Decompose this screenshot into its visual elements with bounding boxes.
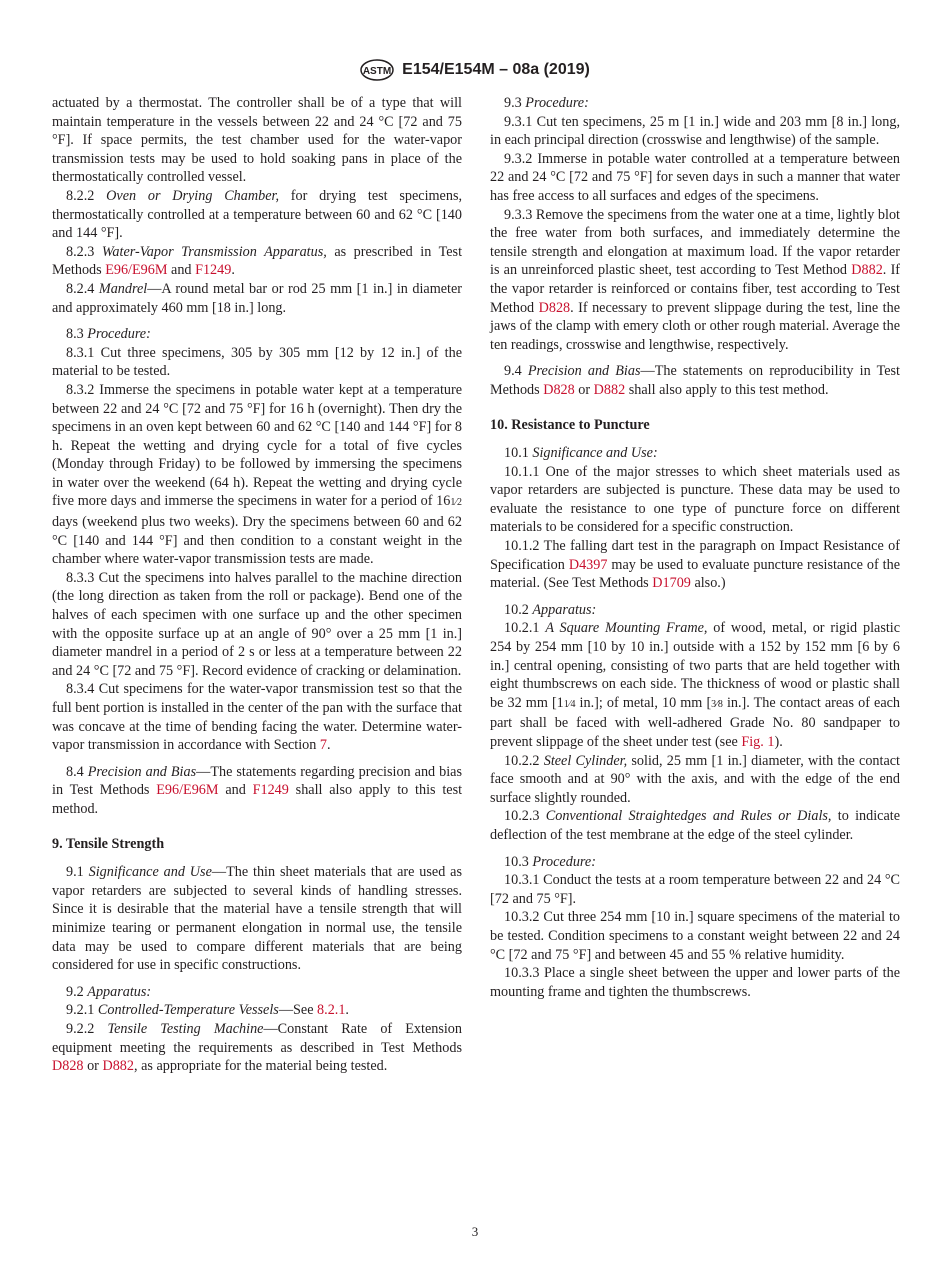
paragraph-10-2: 10.2 Apparatus: <box>504 601 597 618</box>
section-10-heading: 10. Resistance to Puncture <box>490 416 650 433</box>
page-number: 3 <box>471 1224 479 1239</box>
paragraph-8-2-2: 8.2.2 Oven or Drying Chamber, for drying test specimens, thermostatically controlled at a temperature between 60 and 62 °C [140 and 144 °F]. <box>52 187 463 242</box>
ref-link-fig-1[interactable]: Fig. 1 <box>741 734 775 750</box>
ref-link-e96[interactable]: E96/E96M <box>156 782 219 799</box>
paragraph-10-2-3: 10.2.3 Conventional Straightedges and Rules or Dials, to indicate deflection of the test membrane at the edge of the steel cylinder. <box>490 808 901 843</box>
logo-text: ASTM <box>362 66 392 77</box>
document-id: E154/E154M – 08a (2019) <box>402 61 590 78</box>
paragraph-8-4: 8.4 Precision and Bias—The statements regarding precision and bias in Test Methods E96/E96M and F1249 shall also apply to this test method. <box>52 763 463 817</box>
paragraph-8-3-4: 8.3.4 Cut specimens for the water-vapor transmission test so that the full bent portion is installed in the center of the pan with the surface that was concave at the time of bending facing the water. Determine water-vapor transmission in accordance with Section 7. <box>52 681 462 754</box>
paragraph-9-1: 9.1 Significance and Use—The thin sheet materials that are used as vapor retarders are subjected to several kinds of handling stresses. Since it is desirable that the material have a tensile strength that will minimize tearing or permanent elongation in normal use, the tensile data may be used to compare different materials that are being considered for use in specific constructions. <box>52 864 462 974</box>
paragraph-10-1-2: 10.1.2 The falling dart test in the paragraph on Impact Resistance of Specification D4397 may be used to evaluate puncture resistance of the material. (See Test Methods D1709 also.) <box>490 538 900 592</box>
paragraph-10-3-2: 10.3.2 Cut three 254 mm [10 in.] square specimens of the material to be tested. Condition specimens to a constant weight between 22 and 24 °C [72 and 75 °F] and between 45 and 55 % relative humidity. <box>490 909 900 963</box>
ref-link-d882[interactable]: D882 <box>851 262 883 279</box>
paragraph-8-2-3: 8.2.3 Water-Vapor Transmission Apparatus, as prescribed in Test Methods E96/E96M and F1249. <box>52 243 463 279</box>
ref-link-8-2-1[interactable]: 8.2.1 <box>317 1002 346 1019</box>
ref-link-d882[interactable]: D882 <box>102 1058 134 1075</box>
paragraph-8-3-2: 8.3.2 Immerse the specimens in potable water kept at a temperature between 22 and 24 °C [72 and 75 °F] for 16 h (overnight). Then dry the specimens in an oven kept between 60 and 62 °C [140 and 144 °F] for 8 h. Repeat the wetting and drying cycle for a total of five cycles (Monday through Friday) to be followed by immersing the specimens in water over the weekend (64 h). Repeat the wetting and drying cycle five more days and immerse the specimens in water for a period of 161⁄2 days (weekend plus two weeks). Dry the specimens between 60 and 62 °C [140 and 144 °F] and then condition to a constant weight in the chamber where water-vapor transmission tests are made. <box>52 381 462 568</box>
paragraph-10-1: 10.1 Significance and Use: <box>504 445 658 462</box>
paragraph-10-2-1: 10.2.1 A Square Mounting Frame, of wood, metal, or rigid plastic 254 by 254 mm [10 by 10 in.] outside with a 152 by 152 mm [6 by 6 in.] central opening, consisting of two parts that are held together with eight thumbscrews on each side. The thickness of wood or plastic shall be 32 mm [11⁄4 in.]; of metal, 10 mm [3⁄8 in.]. The contact areas of each part shall be faced with well-adhered Grade No. 80 sandpaper to prevent slippage of the sheet under test (see Fig. 1). <box>490 620 901 750</box>
paragraph-10-3: 10.3 Procedure: <box>504 853 596 870</box>
paragraph-9-3-1: 9.3.1 Cut ten specimens, 25 m [1 in.] wide and 203 mm [8 in.] long, in each principal direction (crosswise and lengthwise) of the sample. <box>490 113 900 149</box>
paragraph-10-3-1: 10.3.1 Conduct the tests at a room temperature between 22 and 24 °C [72 and 75 °F]. <box>490 872 900 907</box>
ref-link-d1709[interactable]: D1709 <box>652 575 691 592</box>
section-9-heading: 9. Tensile Strength <box>52 835 165 852</box>
paragraph-10-2-2: 10.2.2 Steel Cylinder, solid, 25 mm [1 in.] diameter, with the contact face smooth and at 90° with the axis, and with the edge of the end surface slightly rounded. <box>490 752 900 806</box>
paragraph-8-3-3: 8.3.3 Cut the specimens into halves parallel to the machine direction (the long direction as taken from the roll or package). Bend one of the halves of each specimen with one surface up and the other specimen with the opposite surface up at an angle of 90° over a 25 mm [1 in.] diameter mandrel in a period of 2 s or less at a temperature between 22 and 24 °C [72 and 75 °F]. Record evidence of cracking or delamination. <box>52 569 462 679</box>
paragraph-8-2-1-cont: actuated by a thermostat. The controller shall be of a type that will maintain temperature in the vessels between 22 and 24 °C [72 and 75 °F]. If space permits, the test chamber used for the water-vapor transmission tests may be used to hold soaking pans in place of the thermostatically controlled vessel. <box>52 95 462 186</box>
ref-link-d4397[interactable]: D4397 <box>568 556 608 573</box>
ref-link-f1249[interactable]: F1249 <box>195 262 232 279</box>
paragraph-9-2-2: 9.2.2 Tensile Testing Machine—Constant Rate of Extension equipment meeting the requirements as described in Test Methods D828 or D882, as appropriate for the material being tested. <box>52 1020 462 1075</box>
page-header <box>0 58 950 82</box>
paragraph-10-3-3: 10.3.3 Place a single sheet between the upper and lower parts of the mounting frame and tighten the thumbscrews. <box>490 965 900 1000</box>
paragraph-8-3-1: 8.3.1 Cut three specimens, 305 by 305 mm [12 by 12 in.] of the material to be tested. <box>52 344 462 380</box>
ref-link-f1249[interactable]: F1249 <box>252 782 289 799</box>
paragraph-9-3-2: 9.3.2 Immerse in potable water controlled at a temperature between 22 and 24 °C [72 and 75 °F] for seven days in such a manner that water has free access to all surfaces and edges of the specimens. <box>490 150 900 204</box>
paragraph-9-3-3: 9.3.3 Remove the specimens from the water one at a time, lightly blot the free water from both surfaces, and immediately determine the tensile strength and elongation at maximum load. If the vapor retarder is an unreinforced plastic sheet, test according to Test Method D882. If the vapor retarder is reinforced or contains fiber, test according to Test Method D828. If necessary to prevent slippage during the test, line the jaws of the clamp with emery cloth or other rough material. Average the ten readings, crosswise and lengthwise, respectively. <box>490 206 901 353</box>
ref-link-d828[interactable]: D828 <box>538 299 571 316</box>
ref-link-section-7[interactable]: 7 <box>319 737 328 754</box>
paragraph-9-2: 9.2 Apparatus: <box>66 983 152 1000</box>
ref-link-e96[interactable]: E96/E96M <box>105 262 168 279</box>
astm-logo-icon <box>360 59 394 81</box>
ref-link-d882[interactable]: D882 <box>593 381 626 398</box>
right-column <box>490 94 900 1001</box>
paragraph-8-2-4: 8.2.4 Mandrel—A round metal bar or rod 25 mm [1 in.] in diameter and approximately 460 mm [18 in.] long. <box>52 280 463 316</box>
paragraph-9-4: 9.4 Precision and Bias—The statements on reproducibility in Test Methods D828 or D882 shall also apply to this test method. <box>490 363 901 398</box>
paragraph-9-2-1: 9.2.1 Controlled-Temperature Vessels—See 8.2.1. <box>66 1002 349 1019</box>
paragraph-9-3: 9.3 Procedure: <box>504 95 589 111</box>
paragraph-10-1-1: 10.1.1 One of the major stresses to which sheet materials used as vapor retarders are subjected is puncture. These data may be used to evaluate the resistance to one type of puncture force on different materials to be considered for a specific construction. <box>490 463 900 536</box>
paragraph-8-3: 8.3 Procedure: <box>66 326 151 343</box>
ref-link-d828[interactable]: D828 <box>52 1058 84 1075</box>
left-column <box>52 94 462 1076</box>
ref-link-d828[interactable]: D828 <box>543 381 575 398</box>
